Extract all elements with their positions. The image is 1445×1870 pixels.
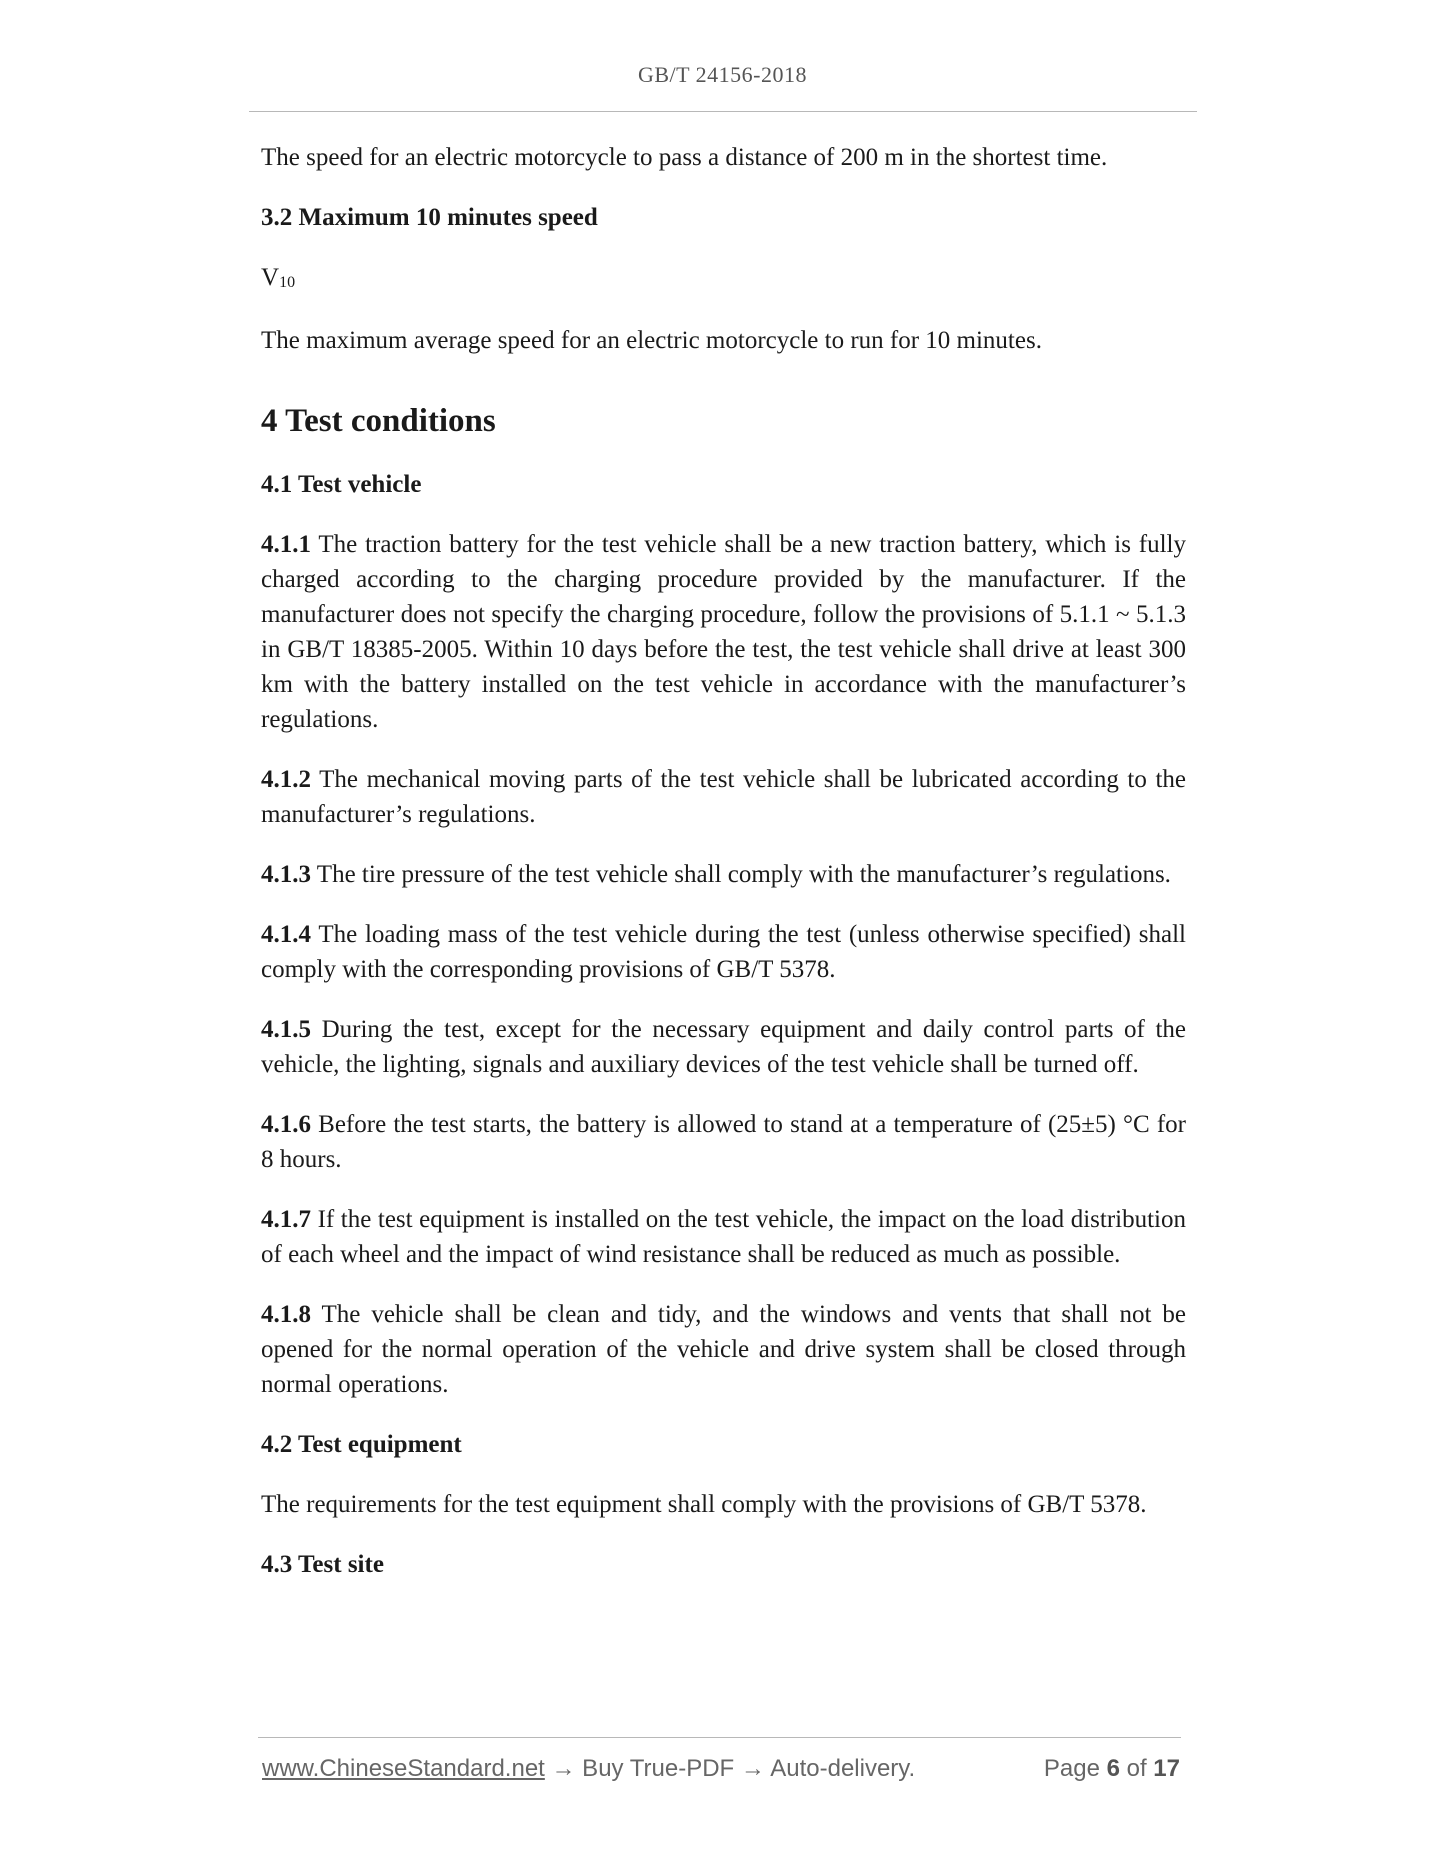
clause-text: The loading mass of the test vehicle during the test (unless otherwise specified) shall comply with the corresponding provisions of GB/T 5378.: [261, 921, 1186, 983]
clause-4-1-3: [261, 857, 1186, 892]
clause-4-1-2: [261, 762, 1186, 832]
page-current: 6: [1106, 1755, 1120, 1782]
paragraph-v10-definition: The maximum average speed for an electric motorcycle to run for 10 minutes.: [261, 327, 1042, 354]
page-label: Page: [1043, 1755, 1107, 1782]
heading-3-2: 3.2 Maximum 10 minutes speed: [261, 204, 598, 231]
page-indicator: [1044, 1755, 1180, 1783]
clause-number: 4.1.4: [261, 921, 311, 948]
document-body: [261, 140, 1186, 1582]
clause-4-1-7: [261, 1202, 1186, 1272]
clause-4-1-1: [261, 527, 1186, 737]
page-of: of: [1119, 1755, 1154, 1782]
clause-text: The mechanical moving parts of the test vehicle shall be lubricated according to the manufacturer’s regulations.: [261, 766, 1186, 828]
clause-number: 4.1.8: [261, 1301, 311, 1328]
clause-text: The traction battery for the test vehicle shall be a new traction battery, which is fully charged according to the charging procedure provided by the manufacturer. If the manufacturer does not specify the charging procedure, follow the provisions of 5.1.1 ~ 5.1.3 in GB/T 18385-2005. Within 10 days before the test, the test vehicle shall drive at least 300 km with the battery installed on the test vehicle in accordance with the manufacturer’s regulations.: [261, 531, 1186, 733]
heading-4-1: 4.1 Test vehicle: [261, 471, 422, 498]
site-link[interactable]: www.ChineseStandard.net: [262, 1755, 545, 1782]
clause-4-1-4: [261, 917, 1186, 987]
clause-text: The tire pressure of the test vehicle shall comply with the manufacturer’s regulations.: [311, 861, 1171, 888]
heading-4-3: 4.3 Test site: [261, 1551, 384, 1578]
page-header-title: GB/T 24156-2018: [637, 62, 808, 87]
clause-text: Before the test starts, the battery is allowed to stand at a temperature of (25±5) °C for 8 hours.: [261, 1111, 1186, 1173]
clause-text: During the test, except for the necessary equipment and daily control parts of the vehicle, the lighting, signals and auxiliary devices of the test vehicle shall be turned off.: [261, 1016, 1186, 1078]
clause-4-1-8: [261, 1297, 1186, 1402]
clause-4-1-6: [261, 1107, 1186, 1177]
clause-number: 4.1.3: [261, 861, 311, 888]
footer-promo: [262, 1755, 915, 1783]
clause-number: 4.1.6: [261, 1111, 311, 1138]
clause-text: If the test equipment is installed on the test vehicle, the impact on the load distribution of each wheel and the impact of wind resistance shall be reduced as much as possible.: [261, 1206, 1186, 1268]
clause-number: 4.1.7: [261, 1206, 311, 1233]
page-total: 17: [1153, 1755, 1180, 1782]
heading-4-2: 4.2 Test equipment: [261, 1431, 462, 1458]
footer-divider: [258, 1737, 1181, 1738]
symbol-base: V: [261, 264, 280, 291]
paragraph-intro: The speed for an electric motorcycle to pass a distance of 200 m in the shortest time.: [261, 144, 1108, 171]
footer-promo-text: → Buy True-PDF → Auto-delivery.: [544, 1755, 916, 1782]
clause-number: 4.1.2: [261, 766, 311, 793]
page-footer: [262, 1755, 1180, 1787]
header-divider: [249, 111, 1197, 112]
symbol-v10: [261, 260, 1186, 298]
symbol-subscript: 10: [279, 274, 296, 291]
heading-4: 4 Test conditions: [261, 403, 496, 439]
paragraph-4-2: The requirements for the test equipment shall comply with the provisions of GB/T 5378.: [261, 1491, 1147, 1518]
clause-text: The vehicle shall be clean and tidy, and the windows and vents that shall not be opened for the normal operation of the vehicle and drive system shall be closed through normal operations.: [261, 1301, 1186, 1398]
clause-number: 4.1.1: [261, 531, 311, 558]
clause-number: 4.1.5: [261, 1016, 311, 1043]
clause-4-1-5: [261, 1012, 1186, 1082]
